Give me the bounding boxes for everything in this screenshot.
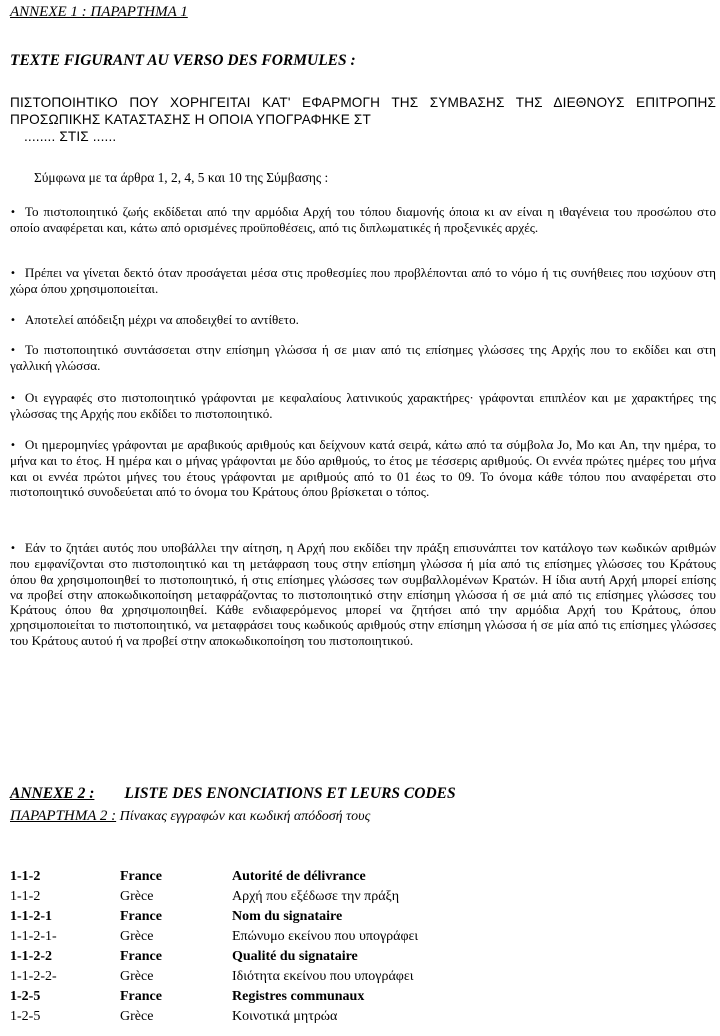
label-cell: Nom du signataire — [232, 909, 343, 924]
certificate-title-end: ........ ΣΤΙΣ ...... — [24, 129, 117, 144]
label-cell: Κοινοτικά μητρώα — [232, 1009, 338, 1024]
bullet-dot-icon: • — [10, 207, 16, 218]
code-cell: 1-1-2 — [10, 869, 41, 884]
code-row — [10, 887, 710, 907]
country-cell: France — [120, 949, 162, 964]
annex2-greek-label: ΠΑΡΑΡΤΗΜΑ 2 : — [10, 808, 117, 824]
code-row — [10, 867, 710, 887]
label-cell: Qualité du signataire — [232, 949, 358, 964]
bullet-text: Εάν το ζητάει αυτός που υποβάλλει την αίτηση, η Αρχή που εκδίδει την πράξη επισυνάπτει τον κατάλογο των κωδικών αριθμών που εμφανίζονται στο πιστοποιητικό και τη μετάφραση τους στην επίσημη γλώσσα ή μία από τις επίσημες γλώσσες του Κράτους όπου θα χρησιμοποιηθεί το πιστοποιητικό, ή στις επίσημες γλώσσες των συμβαλλομένων Κρατών. Η ίδια αυτή Αρχή μπορεί επίσης να προβεί στην αποκωδικοποίηση μεταφράζοντας το πιστοποιητικό στην επίσημη γλώσσα ή σε μιά από τις επίσημες γλώσσες του Κράτους όπου θα χρησιμοποιηθεί. Κάθε ενδιαφερόμενος μπορεί να ζητήσει από την αρμόδια Αρχή του Κράτους, όπου χρησιμοποιείται το πιστοποιητικό, να μεταφράσει τους κωδικούς αριθμούς στην επίσημη γλώσσα ή σε μία από τις επίσημες γλώσσες του Κράτους αυτού ή να προβεί στην αποκωδικοποίηση του πιστοποιητικού. — [10, 540, 716, 648]
code-cell: 1-1-2-2- — [10, 969, 57, 984]
bullet-item — [10, 265, 716, 297]
code-row — [10, 1007, 710, 1027]
label-cell: Ιδιότητα εκείνου που υπογράφει — [232, 969, 414, 984]
country-cell: Grèce — [120, 969, 154, 984]
annex2-greek-title: Πίνακας εγγραφών και κωδική απόδοσή τους — [119, 809, 371, 824]
bullet-dot-icon: • — [10, 315, 16, 326]
annex1-title: ANNEXE 1 : ΠΑΡΑΡΤΗΜΑ 1 — [10, 4, 188, 20]
bullet-item — [10, 540, 716, 648]
code-cell: 1-1-2 — [10, 889, 41, 904]
verso-title: TEXTE FIGURANT AU VERSO DES FORMULES : — [10, 52, 356, 69]
certificate-title-text: ΠΙΣΤΟΠΟΙΗΤΙΚΟ ΠΟΥ ΧΟΡΗΓΕΙΤΑΙ ΚΑΤ' ΕΦΑΡΜΟΓΗ ΤΗΣ ΣΥΜΒΑΣΗΣ ΤΗΣ ΔΙΕΘΝΟΥΣ ΕΠΙΤΡΟΠΗΣ ΠΡΟΣΩΠΙΚΗΣ ΚΑΤΑΣΤΑΣΗΣ Η ΟΠΟΙΑ ΥΠΟΓΡΑΦΗΚΕ ΣΤ — [10, 95, 716, 127]
code-cell: 1-1-2-1 — [10, 909, 52, 924]
country-cell: Grèce — [120, 889, 154, 904]
bullet-dot-icon: • — [10, 543, 16, 554]
label-cell: Αρχή που εξέδωσε την πράξη — [232, 889, 400, 904]
bullet-dot-icon: • — [10, 345, 16, 356]
country-cell: Grèce — [120, 929, 154, 944]
country-cell: Grèce — [120, 1009, 154, 1024]
label-cell: Registres communaux — [232, 989, 365, 1004]
annex2-title: LISTE DES ENONCIATIONS ET LEURS CODES — [124, 785, 456, 802]
annex2-greek-heading — [10, 808, 370, 825]
bullet-text: Το πιστοποιητικό ζωής εκδίδεται από την αρμόδια Αρχή του τόπου διαμονής όποια κι αν είναι η ιθαγένεια του προσώπου στο οποίο αναφέρεται και, κάτω από ορισμένες προϋποθέσεις, από τις διπλωματικές ή προξενικές αρχές. — [10, 204, 716, 236]
annex2-label: ANNEXE 2 : — [10, 785, 95, 802]
code-row — [10, 947, 710, 967]
code-cell: 1-1-2-2 — [10, 949, 52, 964]
bullet-item — [10, 390, 716, 422]
bullet-text: Πρέπει να γίνεται δεκτό όταν προσάγεται μέσα στις προθεσμίες που προβλέπονται από το νόμο ή τις συνήθειες που ισχύουν στη χώρα όπου χρησιμοποιείται. — [10, 265, 716, 297]
bullet-dot-icon: • — [10, 440, 16, 451]
bullet-item — [10, 437, 716, 499]
bullet-item — [10, 342, 716, 374]
label-cell: Autorité de délivrance — [232, 869, 366, 884]
bullet-text: Το πιστοποιητικό συντάσσεται στην επίσημη γλώσσα ή σε μιαν από τις επίσημες γλώσσες της Αρχής που το εκδίδει και στη γαλλική γλώσσα. — [10, 342, 716, 374]
code-cell: 1-2-5 — [10, 989, 41, 1004]
annex2-heading — [10, 785, 456, 803]
country-cell: France — [120, 869, 162, 884]
code-row — [10, 927, 710, 947]
code-cell: 1-2-5 — [10, 1009, 41, 1024]
bullet-dot-icon: • — [10, 393, 16, 404]
code-row — [10, 907, 710, 927]
country-cell: France — [120, 989, 162, 1004]
bullet-item — [10, 312, 716, 328]
bullet-dot-icon: • — [10, 268, 16, 279]
bullet-item — [10, 204, 716, 236]
bullet-text: Οι ημερομηνίες γράφονται με αραβικούς αριθμούς και δείχνουν κατά σειρά, κάτω από τα σύμβολα Jo, Mo και An, την ημέρα, το μήνα και το έτος. Η ημέρα και ο μήνας γράφονται με δύο αριθμούς, το έτος με τέσσερις αριθμούς. Οι εννέα πρώτες ημέρες του μήνα και οι εννέα πρώτοι μήνες του έτους γράφονται με αριθμούς από το 01 έως το 09. Το όνομα κάθε τόπου που αναφέρεται στο πιστοποιητικό συνοδεύεται από το όνομα του Κράτους όπου βρίσκεται ο τόπος. — [10, 437, 716, 499]
code-row — [10, 967, 710, 987]
code-row — [10, 987, 710, 1007]
code-cell: 1-1-2-1- — [10, 929, 57, 944]
country-cell: France — [120, 909, 162, 924]
bullet-text: Αποτελεί απόδειξη μέχρι να αποδειχθεί το αντίθετο. — [24, 312, 299, 327]
certificate-title — [10, 94, 716, 145]
label-cell: Επώνυμο εκείνου που υπογράφει — [232, 929, 419, 944]
bullet-text: Οι εγγραφές στο πιστοποιητικό γράφονται με κεφαλαίους λατινικούς χαρακτήρες· γράφονται επιπλέον και με χαρακτήρες της γλώσσας της Αρχής που εκδίδει το πιστοποιητικό. — [10, 390, 716, 422]
intro-text: Σύμφωνα με τα άρθρα 1, 2, 4, 5 και 10 της Σύμβασης : — [34, 170, 329, 185]
